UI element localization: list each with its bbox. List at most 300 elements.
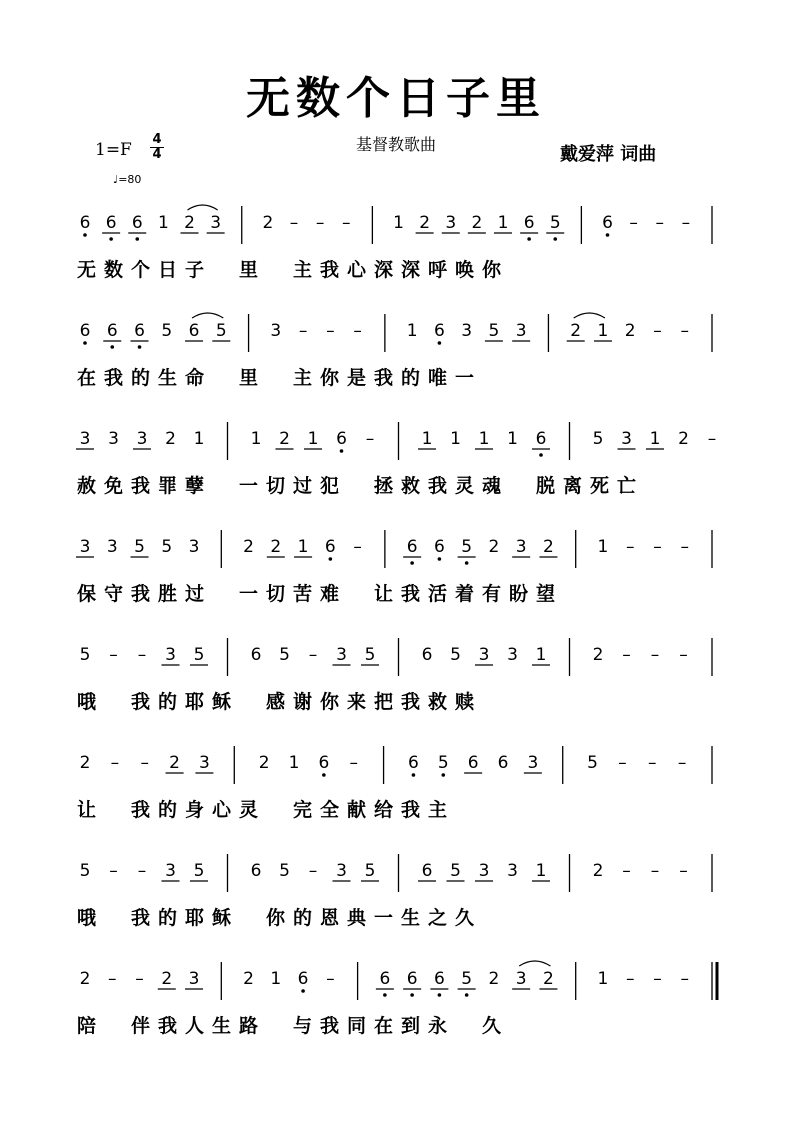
lyric-char: 深 bbox=[374, 259, 394, 281]
lyric-char: 胜 bbox=[158, 583, 178, 605]
sustain-dash: – bbox=[353, 537, 362, 557]
lyric-char: 赦 bbox=[77, 475, 97, 497]
lyric-char: 我 bbox=[158, 1015, 178, 1037]
lyric-char: 在 bbox=[77, 367, 97, 389]
note-number: 6 bbox=[433, 969, 445, 989]
low-octave-dot bbox=[340, 449, 344, 453]
note-number: 1 bbox=[535, 645, 547, 665]
lyric-char: 免 bbox=[104, 475, 124, 497]
low-octave-dot bbox=[83, 341, 87, 345]
lyric-char: 之 bbox=[428, 907, 448, 929]
lyric-char: 望 bbox=[536, 583, 556, 605]
lyric-char: 拯 bbox=[374, 475, 394, 497]
note-number: 2 bbox=[543, 969, 554, 989]
note-number: 6 bbox=[79, 321, 91, 341]
lyric-char: 与 bbox=[293, 1015, 313, 1037]
sustain-dash: – bbox=[108, 969, 117, 989]
note-number: 6 bbox=[406, 969, 418, 989]
note-number: 2 bbox=[624, 321, 636, 341]
note-number: 3 bbox=[79, 429, 91, 449]
note-number: 3 bbox=[199, 753, 210, 773]
low-octave-dot bbox=[301, 989, 305, 993]
low-octave-dot bbox=[438, 557, 442, 561]
sustain-dash: – bbox=[629, 213, 638, 233]
low-octave-dot bbox=[329, 557, 333, 561]
note-number: 6 bbox=[105, 213, 117, 233]
lyric-char bbox=[212, 367, 219, 389]
sustain-dash: – bbox=[650, 645, 660, 665]
sustain-dash: – bbox=[298, 321, 308, 341]
lyric-char: 罪 bbox=[158, 475, 178, 497]
lyric-char: 让 bbox=[77, 799, 97, 821]
sustain-dash: – bbox=[349, 753, 358, 773]
note-number: 2 bbox=[258, 753, 270, 773]
lyric-char: 永 bbox=[428, 1015, 448, 1037]
lyric-line bbox=[77, 474, 636, 497]
lyric-char: 哦 bbox=[77, 691, 97, 713]
lyric-char: 子 bbox=[185, 259, 205, 281]
note-number: 5 bbox=[279, 645, 290, 665]
lyric-char: 一 bbox=[239, 475, 259, 497]
note-number: 5 bbox=[461, 969, 473, 989]
lyric-char: 我 bbox=[320, 1015, 340, 1037]
lyric-char: 身 bbox=[185, 799, 205, 821]
lyric-line bbox=[77, 1014, 502, 1037]
lyric-char: 唯 bbox=[428, 367, 448, 389]
low-octave-dot bbox=[138, 345, 142, 349]
lyric-char: 深 bbox=[401, 259, 421, 281]
note-number: 3 bbox=[188, 969, 200, 989]
lyric-char: 我 bbox=[131, 907, 151, 929]
lyric-char: 伴 bbox=[131, 1015, 151, 1037]
lyric-char bbox=[212, 583, 219, 605]
low-octave-dot bbox=[465, 993, 469, 997]
lyric-char: 切 bbox=[266, 475, 286, 497]
note-number: 2 bbox=[184, 213, 195, 233]
note-number: 2 bbox=[79, 969, 91, 989]
sustain-dash: – bbox=[677, 753, 687, 773]
lyric-char: 我 bbox=[104, 367, 124, 389]
note-number: 2 bbox=[169, 753, 180, 773]
low-octave-dot bbox=[465, 561, 469, 565]
lyric-char: 久 bbox=[455, 907, 475, 929]
note-number: 5 bbox=[215, 321, 227, 341]
lyric-char: 有 bbox=[482, 583, 502, 605]
lyric-char: 的 bbox=[293, 907, 313, 929]
note-number: 5 bbox=[461, 537, 473, 557]
note-number: 1 bbox=[288, 753, 300, 773]
sustain-dash: – bbox=[135, 969, 144, 989]
time-signature-top: 4 bbox=[152, 132, 162, 147]
lyric-char: 过 bbox=[293, 475, 313, 497]
note-number: 6 bbox=[79, 213, 91, 233]
note-number: 2 bbox=[161, 969, 173, 989]
lyric-char: 着 bbox=[455, 583, 475, 605]
note-number: 6 bbox=[318, 753, 330, 773]
lyric-char bbox=[104, 691, 111, 713]
note-number: 1 bbox=[297, 537, 309, 557]
lyric-char: 生 bbox=[401, 907, 421, 929]
slur-arc bbox=[188, 205, 218, 210]
lyric-char: 难 bbox=[320, 583, 340, 605]
low-octave-dot bbox=[438, 993, 442, 997]
low-octave-dot bbox=[135, 237, 139, 241]
lyric-char bbox=[266, 367, 273, 389]
lyric-char: 心 bbox=[347, 259, 367, 281]
note-number: 5 bbox=[161, 537, 173, 557]
lyric-char: 我 bbox=[131, 799, 151, 821]
low-octave-dot bbox=[383, 993, 387, 997]
key-signature: 1=F bbox=[95, 140, 132, 160]
lyric-char: 唤 bbox=[455, 259, 475, 281]
note-number: 6 bbox=[379, 969, 391, 989]
low-octave-dot bbox=[322, 773, 326, 777]
lyric-char: 一 bbox=[374, 907, 394, 929]
lyric-char: 里 bbox=[239, 367, 259, 389]
note-number: 1 bbox=[478, 429, 490, 449]
low-octave-dot bbox=[441, 773, 445, 777]
note-number: 2 bbox=[488, 969, 500, 989]
note-number: 6 bbox=[421, 645, 433, 665]
sustain-dash: – bbox=[650, 861, 660, 881]
lyric-char: 我 bbox=[131, 583, 151, 605]
sustain-dash: – bbox=[655, 213, 664, 233]
lyric-char: 的 bbox=[401, 367, 421, 389]
note-number: 3 bbox=[515, 537, 527, 557]
lyric-char bbox=[212, 475, 219, 497]
note-number: 3 bbox=[270, 321, 282, 341]
slur-arc bbox=[519, 961, 550, 966]
note-number: 1 bbox=[497, 213, 509, 233]
lyric-char: 谢 bbox=[293, 691, 313, 713]
sustain-dash: – bbox=[679, 861, 688, 881]
lyric-char: 典 bbox=[347, 907, 367, 929]
note-number: 6 bbox=[406, 537, 418, 557]
sustain-dash: – bbox=[365, 429, 375, 449]
lyric-char: 我 bbox=[401, 691, 421, 713]
lyric-char bbox=[212, 259, 219, 281]
lyric-char: 孽 bbox=[185, 475, 205, 497]
note-number: 2 bbox=[262, 213, 274, 233]
lyric-char: 我 bbox=[320, 259, 340, 281]
lyric-char: 来 bbox=[347, 691, 367, 713]
lyric-char: 恩 bbox=[320, 907, 340, 929]
lyric-line bbox=[77, 258, 502, 281]
note-number: 6 bbox=[106, 321, 118, 341]
note-number: 2 bbox=[592, 861, 604, 881]
lyric-char: 的 bbox=[158, 907, 178, 929]
note-number: 2 bbox=[165, 429, 176, 449]
sustain-dash: – bbox=[137, 645, 147, 665]
sustain-dash: – bbox=[707, 429, 717, 449]
lyric-char: 在 bbox=[374, 1015, 394, 1037]
note-number: 3 bbox=[445, 213, 457, 233]
note-number: 5 bbox=[587, 753, 598, 773]
lyric-char: 我 bbox=[428, 475, 448, 497]
note-number: 5 bbox=[450, 645, 461, 665]
lyric-char: 离 bbox=[563, 475, 583, 497]
lyric-char: 生 bbox=[158, 367, 178, 389]
note-number: 6 bbox=[602, 213, 613, 233]
note-number: 3 bbox=[461, 321, 473, 341]
lyric-char: 救 bbox=[401, 475, 421, 497]
lyric-char bbox=[509, 475, 516, 497]
note-number: 2 bbox=[488, 537, 500, 557]
lyric-char: 脱 bbox=[536, 475, 556, 497]
lyric-char: 切 bbox=[266, 583, 286, 605]
lyric-char: 魂 bbox=[482, 475, 502, 497]
lyric-char bbox=[266, 799, 273, 821]
note-number: 6 bbox=[131, 213, 143, 233]
sustain-dash: – bbox=[653, 537, 662, 557]
lyric-char: 我 bbox=[401, 583, 421, 605]
slur-arc bbox=[192, 313, 223, 318]
low-octave-dot bbox=[527, 237, 531, 241]
note-number: 3 bbox=[527, 753, 539, 773]
lyric-char bbox=[266, 1015, 273, 1037]
sustain-dash: – bbox=[625, 537, 635, 557]
sustain-dash: – bbox=[680, 969, 689, 989]
note-number: 2 bbox=[471, 213, 483, 233]
sustain-dash: – bbox=[308, 645, 318, 665]
sustain-dash: – bbox=[140, 753, 149, 773]
lyric-char bbox=[347, 583, 354, 605]
sustain-dash: – bbox=[326, 969, 335, 989]
sustain-dash: – bbox=[353, 321, 362, 341]
lyric-char: 耶 bbox=[185, 907, 205, 929]
time-signature-bottom: 4 bbox=[152, 147, 162, 162]
note-number: 3 bbox=[336, 645, 347, 665]
sustain-dash: – bbox=[342, 213, 351, 233]
lyric-char: 人 bbox=[185, 1015, 205, 1037]
note-number: 5 bbox=[364, 861, 376, 881]
lyric-char: 灵 bbox=[455, 475, 475, 497]
lyric-char: 让 bbox=[374, 583, 394, 605]
lyric-char: 我 bbox=[374, 367, 394, 389]
note-number: 5 bbox=[193, 645, 205, 665]
note-number: 3 bbox=[515, 969, 527, 989]
low-octave-dot bbox=[410, 993, 414, 997]
lyric-char: 主 bbox=[428, 799, 448, 821]
note-number: 6 bbox=[535, 429, 547, 449]
note-number: 6 bbox=[297, 969, 309, 989]
lyric-char: 的 bbox=[158, 691, 178, 713]
note-number: 3 bbox=[165, 645, 176, 665]
lyric-char: 献 bbox=[347, 799, 367, 821]
lyric-char: 死 bbox=[590, 475, 610, 497]
note-number: 3 bbox=[478, 861, 490, 881]
song-title: 无数个日子里 bbox=[246, 73, 546, 124]
note-number: 3 bbox=[478, 645, 490, 665]
note-number: 1 bbox=[421, 429, 433, 449]
note-number: 5 bbox=[79, 645, 91, 665]
note-number: 5 bbox=[79, 861, 91, 881]
sustain-dash: – bbox=[680, 321, 689, 341]
lyric-char: 生 bbox=[212, 1015, 232, 1037]
note-number: 5 bbox=[161, 321, 173, 341]
lyric-char: 是 bbox=[347, 367, 367, 389]
sustain-dash: – bbox=[308, 861, 318, 881]
note-number: 5 bbox=[488, 321, 500, 341]
low-octave-dot bbox=[109, 237, 113, 241]
lyric-char: 的 bbox=[131, 367, 151, 389]
sustain-dash: – bbox=[137, 861, 147, 881]
lyric-char: 心 bbox=[212, 799, 232, 821]
lyric-char: 命 bbox=[185, 367, 205, 389]
note-number: 5 bbox=[279, 861, 290, 881]
sustain-dash: – bbox=[326, 321, 335, 341]
note-number: 6 bbox=[250, 861, 262, 881]
lyric-char: 的 bbox=[158, 799, 178, 821]
sustain-dash: – bbox=[622, 861, 631, 881]
lyric-char: 灵 bbox=[239, 799, 259, 821]
note-number: 1 bbox=[157, 213, 169, 233]
note-number: 5 bbox=[450, 861, 461, 881]
sustain-dash: – bbox=[110, 753, 120, 773]
lyric-char: 哦 bbox=[77, 907, 97, 929]
sustain-dash: – bbox=[681, 213, 691, 233]
lyric-char: 亡 bbox=[617, 475, 637, 497]
lyric-char: 你 bbox=[266, 907, 286, 929]
note-number: 1 bbox=[250, 429, 262, 449]
lyric-line bbox=[77, 798, 447, 821]
slur-arc bbox=[574, 313, 605, 318]
note-number: 1 bbox=[406, 321, 418, 341]
song-subtitle: 基督教歌曲 bbox=[355, 135, 436, 154]
lyric-char: 苦 bbox=[293, 583, 313, 605]
lyric-char: 陪 bbox=[77, 1015, 97, 1037]
note-number: 1 bbox=[597, 537, 609, 557]
lyric-char bbox=[104, 799, 111, 821]
note-number: 1 bbox=[597, 969, 609, 989]
note-number: 1 bbox=[450, 429, 461, 449]
lyric-char: 同 bbox=[347, 1015, 367, 1037]
sustain-dash: – bbox=[653, 321, 662, 341]
lyric-char: 里 bbox=[239, 259, 259, 281]
lyric-line bbox=[77, 906, 475, 929]
note-number: 2 bbox=[79, 753, 91, 773]
low-octave-dot bbox=[110, 345, 114, 349]
sustain-dash: – bbox=[109, 861, 118, 881]
lyric-char: 个 bbox=[131, 259, 151, 281]
note-number: 3 bbox=[136, 429, 148, 449]
lyric-char: 盼 bbox=[509, 583, 529, 605]
sustain-dash: – bbox=[680, 537, 689, 557]
note-number: 6 bbox=[250, 645, 262, 665]
lyric-char: 赎 bbox=[455, 691, 475, 713]
song-author: 戴爱萍 词曲 bbox=[560, 144, 657, 165]
lyric-char: 全 bbox=[320, 799, 340, 821]
note-number: 1 bbox=[597, 321, 609, 341]
lyric-char: 给 bbox=[374, 799, 394, 821]
note-number: 1 bbox=[393, 213, 404, 233]
note-number: 6 bbox=[467, 753, 479, 773]
lyric-char: 稣 bbox=[212, 691, 232, 713]
lyric-char: 一 bbox=[239, 583, 259, 605]
lyric-char: 你 bbox=[482, 259, 502, 281]
note-number: 2 bbox=[678, 429, 689, 449]
lyric-line bbox=[77, 366, 474, 389]
sustain-dash: – bbox=[109, 645, 118, 665]
note-number: 5 bbox=[549, 213, 561, 233]
note-number: 3 bbox=[79, 537, 91, 557]
note-number: 2 bbox=[270, 537, 282, 557]
low-octave-dot bbox=[83, 233, 87, 237]
lyric-char: 你 bbox=[320, 691, 340, 713]
note-number: 3 bbox=[621, 429, 632, 449]
note-number: 5 bbox=[134, 537, 145, 557]
tempo-marking: ♩=80 bbox=[113, 173, 142, 186]
lyric-char: 把 bbox=[374, 691, 394, 713]
note-number: 3 bbox=[507, 861, 518, 881]
note-number: 3 bbox=[210, 213, 222, 233]
note-number: 2 bbox=[243, 969, 254, 989]
lyric-char: 犯 bbox=[320, 475, 340, 497]
note-number: 1 bbox=[193, 429, 205, 449]
lyric-char: 保 bbox=[77, 583, 97, 605]
sustain-dash: – bbox=[648, 753, 657, 773]
note-number: 1 bbox=[535, 861, 547, 881]
lyric-char bbox=[104, 1015, 111, 1037]
note-number: 6 bbox=[433, 321, 445, 341]
note-number: 5 bbox=[592, 429, 604, 449]
note-number: 5 bbox=[193, 861, 205, 881]
lyric-char: 过 bbox=[185, 583, 205, 605]
low-octave-dot bbox=[606, 233, 610, 237]
lyric-char: 主 bbox=[293, 367, 313, 389]
low-octave-dot bbox=[539, 453, 543, 457]
note-number: 2 bbox=[592, 645, 604, 665]
note-number: 3 bbox=[515, 321, 527, 341]
lyric-char: 到 bbox=[401, 1015, 421, 1037]
note-number: 6 bbox=[408, 753, 419, 773]
lyric-char: 日 bbox=[158, 259, 178, 281]
lyric-char: 我 bbox=[401, 799, 421, 821]
lyric-char bbox=[266, 259, 273, 281]
lyric-char: 我 bbox=[131, 475, 151, 497]
lyric-char bbox=[104, 907, 111, 929]
sustain-dash: – bbox=[315, 213, 325, 233]
lyric-char: 感 bbox=[266, 691, 286, 713]
low-octave-dot bbox=[553, 237, 557, 241]
low-octave-dot bbox=[410, 561, 414, 565]
lyric-char bbox=[455, 1015, 462, 1037]
note-number: 3 bbox=[507, 645, 518, 665]
low-octave-dot bbox=[438, 341, 442, 345]
note-number: 2 bbox=[243, 537, 254, 557]
note-number: 6 bbox=[523, 213, 535, 233]
note-number: 6 bbox=[324, 537, 336, 557]
lyric-char: 主 bbox=[293, 259, 313, 281]
note-number: 1 bbox=[649, 429, 661, 449]
lyric-char: 无 bbox=[77, 259, 97, 281]
note-number: 2 bbox=[543, 537, 554, 557]
note-number: 6 bbox=[433, 537, 445, 557]
note-number: 2 bbox=[570, 321, 582, 341]
lyric-line bbox=[77, 582, 555, 605]
lyric-char: 守 bbox=[104, 583, 124, 605]
sustain-dash: – bbox=[625, 969, 635, 989]
note-number: 6 bbox=[497, 753, 509, 773]
note-number: 3 bbox=[108, 429, 119, 449]
lyric-line bbox=[77, 690, 475, 713]
note-number: 2 bbox=[419, 213, 431, 233]
note-number: 6 bbox=[421, 861, 433, 881]
lyric-char: 呼 bbox=[428, 259, 448, 281]
sustain-dash: – bbox=[653, 969, 662, 989]
note-number: 3 bbox=[188, 537, 200, 557]
lyric-char: 数 bbox=[104, 259, 124, 281]
